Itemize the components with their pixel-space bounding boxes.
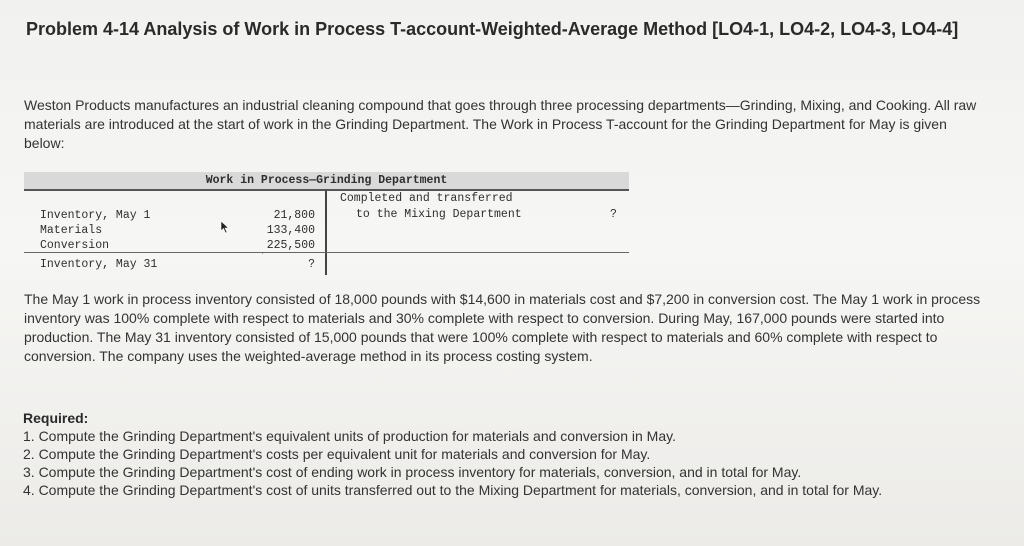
required-heading: Required: (23, 410, 89, 426)
credit-amount-transferred: ? (610, 208, 617, 221)
credit-label-line1: Completed and transferred (340, 192, 513, 205)
debit-label-conversion: Conversion (40, 239, 110, 252)
requirement-item-3: 3. Compute the Grinding Department's cost of ending work in process inventory for materials, conversion, and in total for May. (23, 464, 802, 480)
description-paragraph: The May 1 work in process inventory consisted of 18,000 pounds with $14,600 in materials cost and $7,200 in conversion cost. The May 1 work in process inventory was 100% complete with respect to materials and 30% complete with respect to conversion. During May, 167,000 pounds were started into production. The May 31 inventory consisted of 15,000 pounds that were 100% complete with respect to materials and 60% complete with respect to conversion. The company uses the weighted-average method in its process costing system. (24, 291, 981, 364)
debit-amount-beginning-inventory: 21,800 (273, 209, 315, 222)
work-in-process-t-account (24, 172, 629, 276)
required-list (23, 427, 1013, 499)
problem-title: Problem 4-14 Analysis of Work in Process T-account-Weighted-Average Method [LO4-1, LO4-2, LO4-3, LO4-4] (26, 19, 959, 39)
t-account-header: Work in Process—Grinding Department (24, 172, 629, 191)
mouse-pointer-icon (220, 220, 230, 238)
t-account-balance-rule (24, 252, 629, 253)
requirement-item-1: 1. Compute the Grinding Department's equivalent units of production for materials and conversion in May. (23, 428, 676, 444)
ending-inventory-label: Inventory, May 31 (40, 258, 158, 271)
t-account-vertical-rule (325, 191, 327, 275)
requirement-item-2: 2. Compute the Grinding Department's costs per equivalent unit for materials and conversion for May. (23, 446, 651, 462)
ending-inventory-amount: ? (308, 258, 315, 271)
stray-mark: ˙ (260, 253, 265, 262)
intro-paragraph: Weston Products manufactures an industrial cleaning compound that goes through three processing departments—Grinding, Mixing, and Cooking. All raw materials are introduced at the start of work in the Grinding Department. The Work in Process T-account for the Grinding Department for May is given below: (24, 97, 977, 151)
credit-label-line2: to the Mixing Department (356, 208, 522, 221)
requirement-item-4: 4. Compute the Grinding Department's cost of units transferred out to the Mixing Department for materials, conversion, and in total for May. (23, 482, 883, 498)
debit-amount-materials: 133,400 (266, 224, 315, 237)
debit-label-beginning-inventory: Inventory, May 1 (40, 209, 151, 222)
debit-amount-conversion: 225,500 (266, 239, 315, 252)
debit-label-materials: Materials (40, 224, 103, 237)
